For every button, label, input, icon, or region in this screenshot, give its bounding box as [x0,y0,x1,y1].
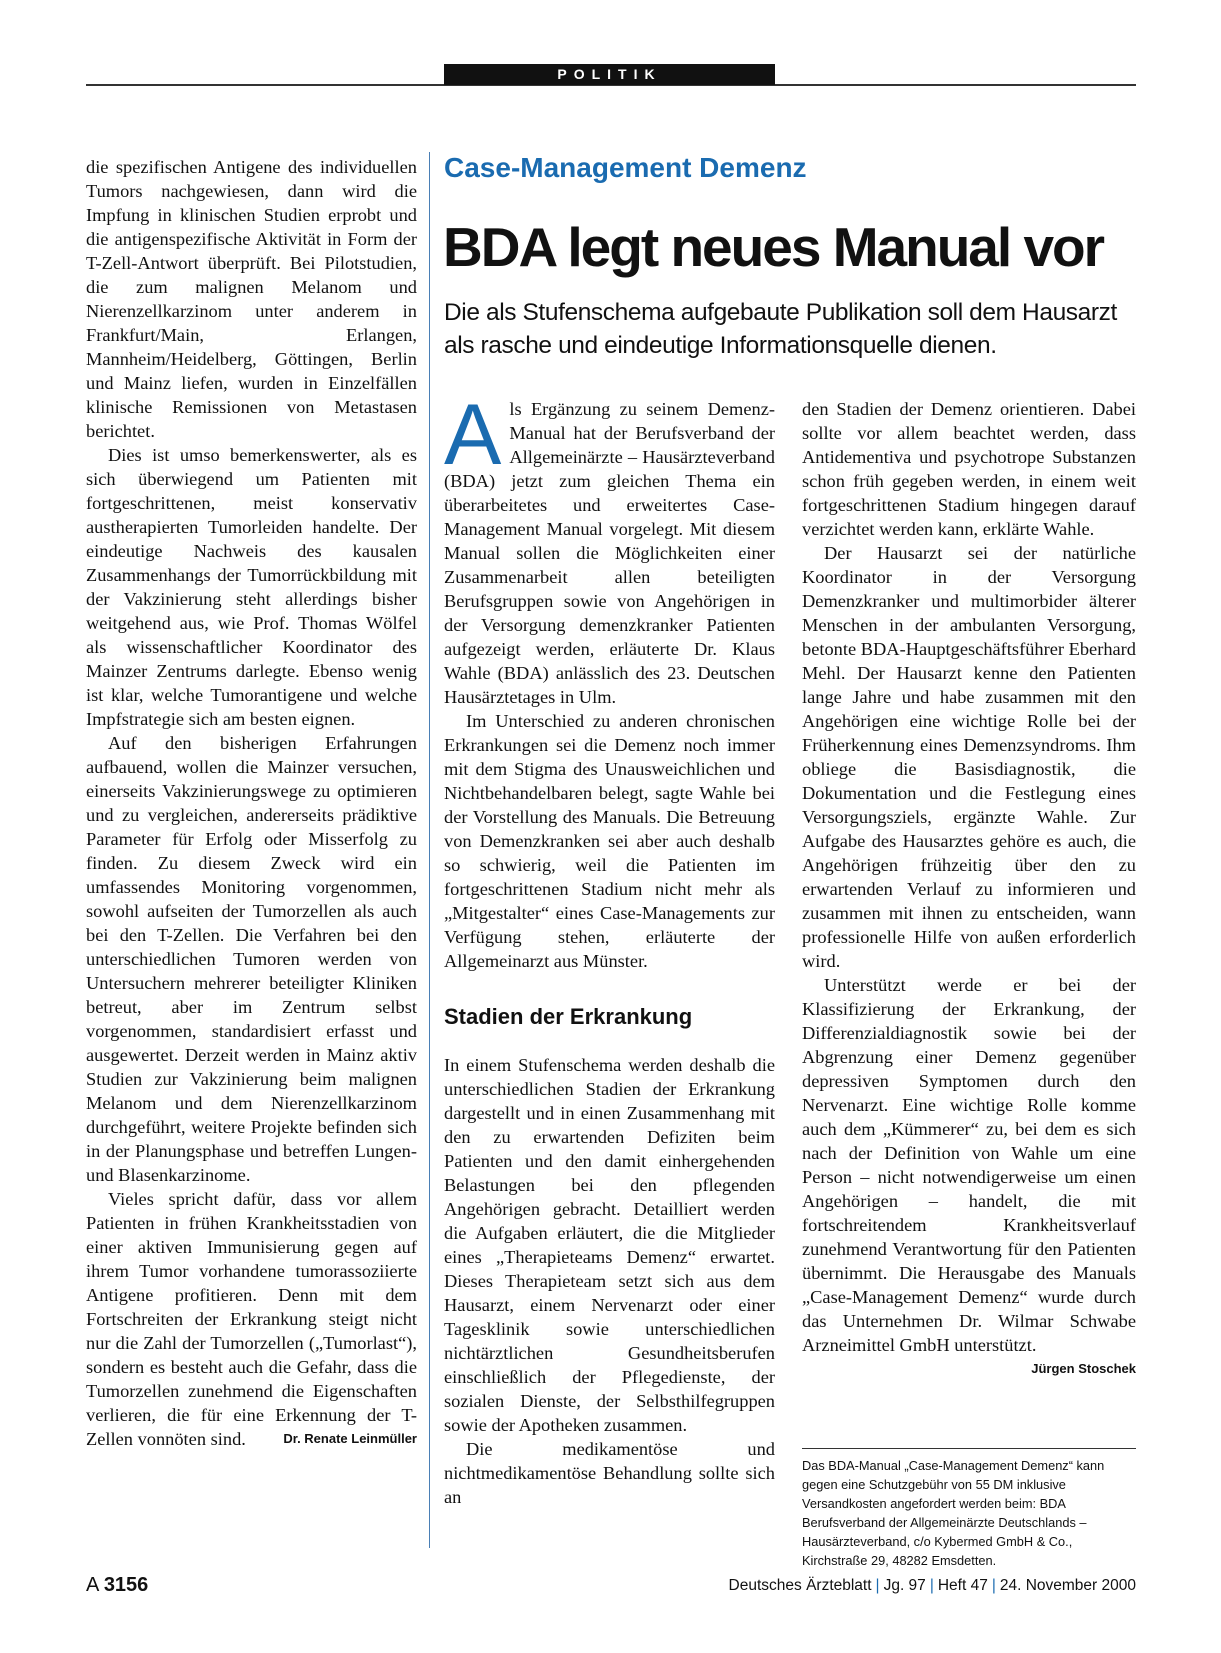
previous-article-paragraph: Dies ist umso bemerkenswerter, als es sich überwiegend um Patienten mit fortgeschrittenen, meist konservativ austherapierten Tumorleiden handelte. Der eindeutige Nachweis des kausalen Zusammenhangs der Tumorrückbildung mit der Vakzinierung steht allerdings bisher weitgehend aus, wie Prof. Thomas Wölfel als wissenschaftlicher Koordinator des Mainzer Zentrums darlegte. Ebenso wenig ist klar, welche Tumorantigene und welche Impfstrategie sich am besten eignen. [86,445,417,729]
journal-footer [729,1575,1136,1597]
previous-article-paragraph: die spezifischen Antigene des individuellen Tumors nachgewiesen, dann wird die Impfung in klinischen Studien erprobt und die antigenspezifische Aktivität in Form der T-Zell-Antwort überprüft. Bei Pilotstudien, die zum malignen Melanom und Nierenzellkarzinom unter anderem in Frankfurt/Main, Erlangen, Mannheim/Heidelberg, Göttingen, Berlin und Mainz liefen, wurden in Einzelfällen klinische Remissionen von Metastasen berichtet. [86,157,417,441]
article-paragraph: den Stadien der Demenz orientieren. Dabei sollte vor allem beachtet werden, dass Antidementiva und psychotrope Substanzen schon früh gegeben werden, in einem weit fortgeschrittenen Stadium hingegen darauf verzichtet werden kann, erklärte Wahle. [802,399,1136,539]
article-column-2 [444,387,775,1509]
article-kicker: Case-Management Demenz [444,152,807,183]
article-paragraph: Die medikamentöse und nichtmedikamentöse Behandlung sollte sich an [444,1439,775,1507]
article-deck: Die als Stufenschema aufgebaute Publikation soll dem Hausarzt als rasche und eindeutige Informationsquelle dienen. [444,299,1117,359]
footer-separator: | [991,1577,996,1594]
ordering-info-box: Das BDA-Manual „Case-Management Demenz“ kann gegen eine Schutzgebühr von 55 DM inklusive Versandkosten angefordert werden beim: BDA Berufsverband der Allgemeinärzte Deutschlands – Hausärzteverband, c/o Kybermed GmbH & Co., Kirchstraße 29, 48282 Emsdetten. [802,1448,1136,1570]
article-headline: BDA legt neues Manual vor [443,216,1104,278]
article-author: Jürgen Stoschek [1031,1361,1136,1376]
article-text: Unterstützt werde er bei der Klassifizierung der Erkrankung, der Differenzialdiagnostik sowie bei der Abgrenzung einer Demenz gegenüber depressiven Symptomen durch den Nervenarzt. Eine wichtige Rolle komme auch dem „Kümmerer“ zu, bei dem es sich nach der Definition von Wahle um eine Person – nicht notwendigerweise um einen Angehörigen – handelt, die mit fortschreitendem Krankheitsverlauf zunehmend Verantwortung für den Patienten übernimmt. Die Herausgabe des Manuals „Case-Management Demenz“ wurde durch das Unternehmen Dr. Wilmar Schwabe Arzneimittel GmbH unterstützt. [802,975,1136,1355]
journal-date: 24. November 2000 [999,1577,1136,1594]
previous-article-paragraph: Auf den bisherigen Erfahrungen aufbauend, wollen die Mainzer versuchen, einerseits Vakzinierungswege zu optimieren und zu vergleichen, andererseits prädiktive Parameter für Erfolg oder Misserfolg zu finden. Zu diesem Zweck wird ein umfassendes Monitoring vorgenommen, sowohl aufseiten der Tumorzellen als auch bei den T-Zellen. Die Verfahren bei den unterschiedlichen Tumoren werden von Untersuchern mehrerer beteiligter Kliniken betreut, aber im Zentrum selbst vorgenommen, standardisiert erfasst und ausgewertet. Derzeit werden in Mainz aktiv Studien zur Vakzinierung beim malignen Melanom und dem Nierenzellkarzinom durchgeführt, weitere Projekte befinden sich in der Planungsphase und betreffen Lungen- und Blasenkarzinome. [86,733,417,1185]
article-paragraph: Der Hausarzt sei der natürliche Koordinator in der Versorgung Demenzkranker und multimorbider älterer Menschen in der ambulanten Versorgung, betonte BDA-Hauptgeschäftsführer Eberhard Mehl. Der Hausarzt kenne den Patienten lange Jahre und habe zusammen mit den Angehörigen eine wichtige Rolle bei der Früherkennung eines Demenzsyndroms. Ihm obliege die Basisdiagnostik, die Dokumentation und die Festlegung eines Versorgungsziels, ergänzte Wahle. Zur Aufgabe des Hausarztes gehöre es auch, die Angehörigen frühzeitig über den zu erwartenden Verlauf zu informieren und zusammen mit ihnen zu entscheiden, wann professionelle Hilfe von außen erforderlich wird. [802,543,1136,971]
previous-article-text: Vieles spricht dafür, dass vor allem Patienten in frühen Krankheitsstadien von einer aktiven Immunisierung gegen auf ihrem Tumor vorhandene tumorassoziierte Antigene profitieren. Denn mit dem Fortschreiten der Erkrankung steigt nicht nur die Zahl der Tumorzellen („Tumorlast“), sondern es besteht auch die Gefahr, dass die Tumorzellen zunehmend die Eigenschaften verlieren, die für eine Erkennung der T-Zellen vonnöten sind. [86,1189,417,1449]
page-number [86,1572,148,1598]
previous-article-column [86,155,417,1451]
journal-name: Deutsches Ärzteblatt [728,1577,872,1594]
page-number-value: 3156 [103,1574,149,1596]
drop-cap: A [444,387,502,483]
footer-separator: | [875,1577,880,1594]
article-paragraph [802,973,1136,1376]
article-intro-paragraph [444,387,775,709]
article-paragraph: In einem Stufenschema werden deshalb die unterschiedlichen Stadien der Erkrankung dargestellt und in einen Zusammenhang mit den zu erwartenden Defiziten beim Patienten und den damit einhergehenden Belastungen bei den pflegenden Angehörigen gebracht. Detailliert werden die Aufgaben erläutert, die die Mitglieder eines „Therapieteams Demenz“ erwartet. Dieses Therapieteam setzt sich aus dem Hausarzt, einem Nervenarzt oder einer Tagesklinik sowie unterschiedlichen nichtärztlichen Gesundheitsberufen einschließlich der Pflegedienste, der sozialen Dienste, der Selbsthilfegruppen sowie der Apotheken zusammen. [444,1055,775,1435]
article-intro-text: ls Ergänzung zu seinem Demenz-Manual hat der Berufsverband der Allgemeinärzte – Hausärzteverband (BDA) jetzt zum gleichen Thema ein überarbeitetes und erweitertes Case-Management Manual vorgelegt. Mit diesem Manual sollen die Möglichkeiten einer Zusammenarbeit allen beteiligten Berufsgruppen sowie von Angehörigen in der Versorgung demenzkranker Patienten aufgezeigt werden, erläuterte Dr. Klaus Wahle (BDA) anlässlich des 23. Deutschen Hausärztetages in Ulm. [444,399,775,707]
section-label: POLITIK [444,64,775,85]
previous-article-paragraph [86,1187,417,1451]
page-prefix: A [86,1574,99,1596]
article-column-3 [802,397,1136,1381]
previous-article-author: Dr. Renate Leinmüller [283,1431,417,1446]
column-divider [429,152,430,1548]
journal-issue: Heft 47 [937,1577,988,1594]
article-subheading: Stadien der Erkrankung [444,1004,693,1029]
footer-separator: | [929,1577,934,1594]
article-paragraph: Im Unterschied zu anderen chronischen Erkrankungen sei die Demenz noch immer mit dem Stigma des Unausweichlichen und Nichtbehandelbaren belegt, sagte Wahle bei der Vorstellung des Manuals. Die Betreuung von Demenzkranken sei aber auch deshalb so schwierig, weil die Patienten im fortgeschrittenen Stadium nicht mehr als „Mitgestalter“ eines Case-Managements zur Verfügung stehen, erläuterte der Allgemeinarzt aus Münster. [444,711,775,971]
journal-volume: Jg. 97 [883,1577,926,1594]
